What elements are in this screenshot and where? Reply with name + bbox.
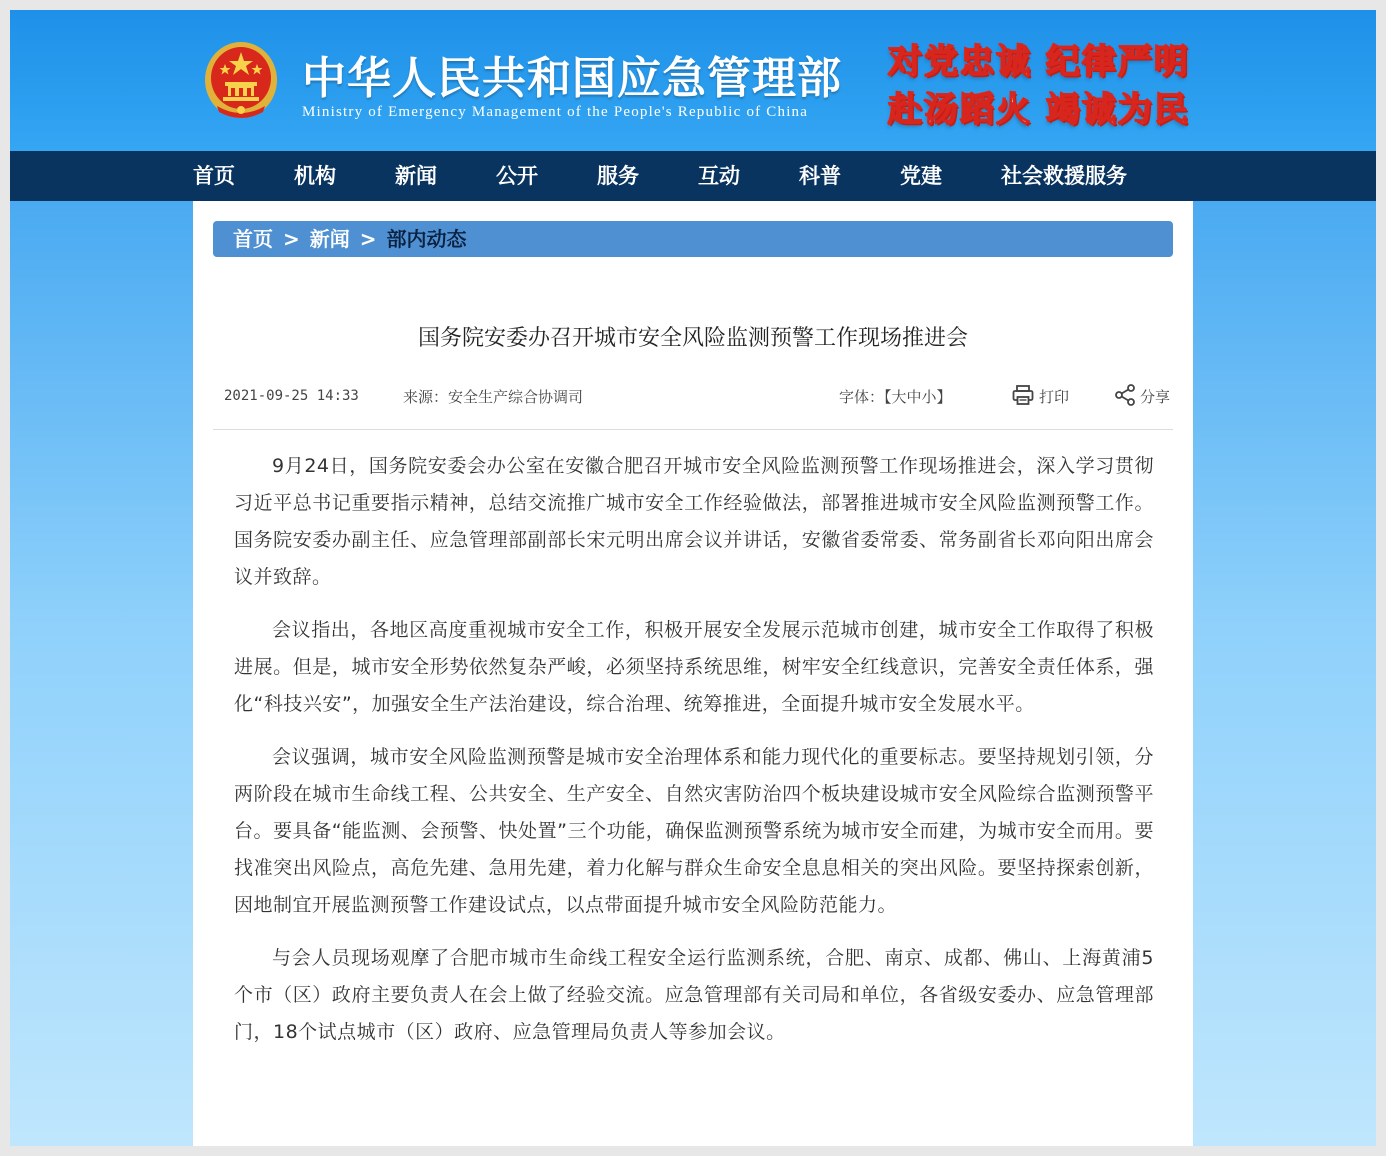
article-date: 2021-09-25 14:33: [224, 388, 359, 404]
nav-item-party[interactable]: 党建: [900, 164, 942, 188]
printer-icon[interactable]: [1011, 383, 1035, 407]
breadcrumb-current[interactable]: 部内动态: [386, 227, 467, 251]
article-paragraph: 9月24日，国务院安委会办公室在安徽合肥召开城市安全风险监测预警工作现场推进会，深入学习贯彻习近平总书记重要指示精神，总结交流推广城市安全工作经验做法，部署推进城市安全风险监测预警工作。国务院安委办副主任、应急管理部副部长宋元明出席会议并讲话，安徽省委常委、常务副省长邓向阳出席会议并致辞。: [234, 455, 1154, 588]
nav-item-science[interactable]: 科普: [799, 164, 841, 188]
nav-item-service[interactable]: 服务: [597, 164, 639, 188]
nav-item-rescue-service[interactable]: 社会救援服务: [1001, 164, 1127, 188]
browser-frame: [10, 10, 1376, 1146]
share-icon[interactable]: [1113, 383, 1137, 407]
breadcrumb: [213, 221, 1173, 257]
nav-item-home[interactable]: 首页: [193, 164, 235, 188]
site-subtitle: Ministry of Emergency Management of the People's Republic of China: [302, 104, 809, 120]
nav-item-organization[interactable]: 机构: [294, 164, 336, 188]
nav-item-public[interactable]: 公开: [496, 164, 538, 188]
national-emblem-icon[interactable]: [203, 40, 279, 122]
article-title: 国务院安委办召开城市安全风险监测预警工作现场推进会: [417, 326, 968, 351]
nav-item-interaction[interactable]: 互动: [698, 164, 740, 188]
breadcrumb-home[interactable]: 首页: [233, 227, 273, 251]
nav-item-news[interactable]: 新闻: [395, 164, 437, 188]
site-title[interactable]: 中华人民共和国应急管理部: [302, 53, 842, 104]
main-nav: [10, 151, 1376, 201]
breadcrumb-news[interactable]: 新闻: [309, 227, 350, 251]
article-container: [193, 201, 1193, 1146]
font-size-control[interactable]: 字体：【大中小】: [839, 388, 952, 406]
right-background: [1193, 201, 1376, 1146]
article-source: 来源：安全生产综合协调司: [403, 388, 584, 406]
breadcrumb-separator: >: [359, 227, 377, 251]
article-paragraph: 会议强调，城市安全风险监测预警是城市安全治理体系和能力现代化的重要标志。要坚持规划引领，分两阶段在城市生命线工程、公共安全、生产安全、自然灾害防治四个板块建设城市安全风险综合监测预警平台。要具备“能监测、会预警、快处置”三个功能，确保监测预警系统为城市安全而建，为城市安全而用。要找准突出风险点，高危先建、急用先建，着力化解与群众生命安全息息相关的突出风险。要坚持探索创新，因地制宜开展监测预警工作建设试点，以点带面提升城市安全风险防范能力。: [234, 746, 1154, 916]
article-paragraph: 会议指出，各地区高度重视城市安全工作，积极开展安全发展示范城市创建，城市安全工作取得了积极进展。但是，城市安全形势依然复杂严峻，必须坚持系统思维，树牢安全红线意识，完善安全责任体系，强化“科技兴安”，加强安全生产法治建设，综合治理、统筹推进，全面提升城市安全发展水平。: [234, 619, 1154, 715]
left-background: [10, 201, 193, 1146]
site-header: [10, 10, 1376, 151]
meta-divider: [213, 429, 1173, 430]
slogan-line-1: 对党忠诚 纪律严明: [888, 42, 1190, 82]
print-button[interactable]: 打印: [1039, 388, 1070, 406]
breadcrumb-separator: >: [283, 227, 300, 251]
slogan-line-2: 赴汤蹈火 竭诚为民: [888, 90, 1190, 130]
article-body: [234, 448, 1154, 1067]
share-button[interactable]: 分享: [1140, 388, 1171, 406]
article-paragraph: 与会人员现场观摩了合肥市城市生命线工程安全运行监测系统，合肥、南京、成都、佛山、上海黄浦5个市（区）政府主要负责人在会上做了经验交流。应急管理部有关司局和单位，各省级安委办、应急管理部门，18个试点城市（区）政府、应急管理局负责人等参加会议。: [234, 947, 1154, 1043]
